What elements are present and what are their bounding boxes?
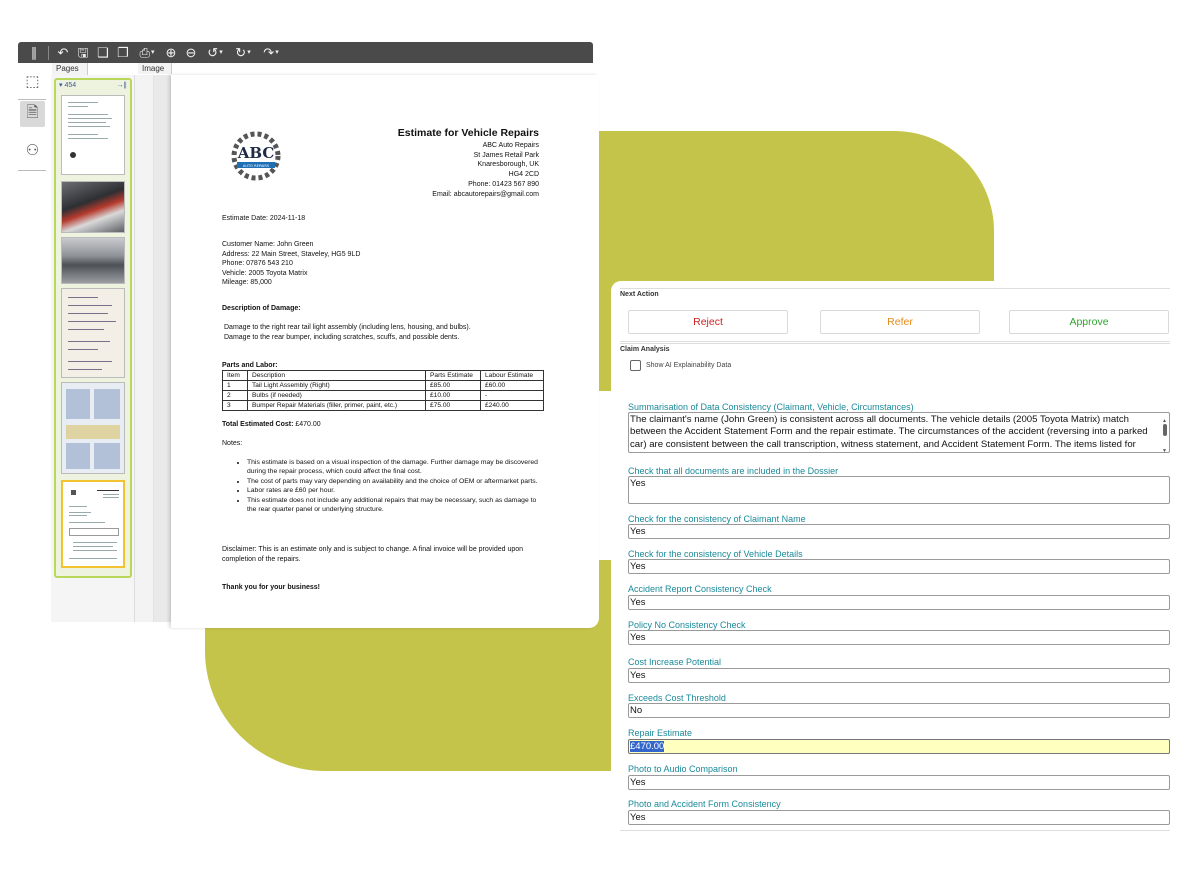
show-ai-explainability-label: Show AI Explainability Data [646, 362, 732, 369]
table-cell: - [481, 391, 544, 401]
document-title: Estimate for Vehicle Repairs [397, 127, 539, 139]
table-cell: £10.00 [426, 391, 481, 401]
zoom-in-icon[interactable]: ⊕ [165, 45, 177, 60]
company-phone: Phone: 01423 567 890 [468, 180, 539, 188]
svg-text:AUTO REPAIRS: AUTO REPAIRS [242, 164, 270, 168]
tab-image[interactable]: Image [138, 63, 172, 74]
total-estimated-cost [222, 420, 321, 430]
svg-text:ABC: ABC [237, 144, 275, 162]
total-label: Total Estimated Cost: [222, 421, 294, 428]
table-header-row [223, 371, 544, 381]
rail-divider [18, 170, 46, 171]
list-item: • This estimate does not include any additional repairs that may be necessary, such as damage to the rear quarter panel or underlying structure. [247, 496, 547, 515]
notes-heading: Notes: [222, 440, 243, 447]
pin-icon[interactable]: →∥ [116, 82, 127, 89]
table-row [223, 381, 544, 391]
policy-no-field[interactable]: Yes [628, 630, 1170, 645]
company-address-line: St James Retail Park [473, 151, 539, 159]
field-label-accident-report: Accident Report Consistency Check [628, 584, 772, 594]
accident-report-field[interactable]: Yes [628, 595, 1170, 610]
estimate-date: Estimate Date: 2024-11-18 [222, 215, 306, 222]
field-label-claimant-name: Check for the consistency of Claimant Name [628, 514, 806, 524]
viewer-tabs [52, 63, 165, 75]
section-divider [620, 341, 1170, 342]
column-header: Description [248, 371, 426, 381]
rotate-right-icon[interactable]: ↻ ▾ [235, 45, 251, 60]
field-label-cost-threshold: Exceeds Cost Threshold [628, 693, 726, 703]
thank-you-note: Thank you for your business! [222, 584, 321, 591]
parts-table [222, 370, 544, 411]
photo-accident-form-field[interactable]: Yes [628, 810, 1170, 825]
refer-button[interactable]: Refer [820, 310, 980, 334]
show-ai-explainability-checkbox[interactable] [630, 360, 641, 371]
table-cell: 1 [223, 381, 248, 391]
field-label-vehicle-details: Check for the consistency of Vehicle Details [628, 549, 803, 559]
page-thumbnail[interactable] [61, 181, 125, 233]
field-label-policy-no: Policy No Consistency Check [628, 620, 746, 630]
photo-audio-field[interactable]: Yes [628, 775, 1170, 790]
company-name: ABC Auto Repairs [482, 142, 539, 149]
field-label-repair-estimate: Repair Estimate [628, 728, 693, 738]
abc-auto-repairs-logo [228, 127, 284, 185]
tab-pages[interactable]: Pages [52, 63, 88, 75]
dossier-check-field[interactable]: Yes [628, 476, 1170, 504]
column-header: Item [223, 371, 248, 381]
export-icon[interactable]: ❐ [117, 45, 129, 60]
table-cell: 2 [223, 391, 248, 401]
page-thumbnail[interactable] [61, 382, 125, 474]
claim-analysis-panel [611, 281, 1200, 841]
damage-description [224, 323, 471, 342]
company-postcode: HG4 2CD [508, 171, 539, 179]
next-action-label: Next Action [620, 291, 659, 298]
table-cell: £85.00 [426, 381, 481, 391]
panel-splitter[interactable] [135, 75, 154, 622]
customer-details [222, 240, 360, 288]
list-item: • Labor rates are £60 per hour. [247, 486, 547, 495]
field-label-dossier-check: Check that all documents are included in the Dossier [628, 466, 839, 476]
company-city: Knaresborough, UK [477, 161, 539, 169]
scroll-down-icon[interactable]: ▼ [1162, 448, 1167, 453]
page-group-count: ▾ 454 [59, 82, 77, 89]
table-cell: 3 [223, 401, 248, 411]
disclaimer: Disclaimer: This is an estimate only and is subject to change. A final invoice will be provided upon completion of the repairs. [222, 546, 524, 563]
claim-analysis-label: Claim Analysis [620, 346, 670, 353]
field-label-photo-accident-form: Photo and Accident Form Consistency [628, 799, 781, 809]
undo-icon[interactable]: ↶ [57, 45, 69, 60]
summary-textarea[interactable] [628, 412, 1170, 453]
section-divider [620, 288, 1170, 289]
table-cell: Bulbs (if needed) [248, 391, 426, 401]
vehicle-details-field[interactable]: Yes [628, 559, 1170, 574]
list-item: • This estimate is based on a visual inspection of the damage. Further damage may be discovered during the repair process, which could affect the final cost. [247, 458, 547, 477]
table-cell: Bumper Repair Materials (filler, primer, paint, etc.) [248, 401, 426, 411]
notes-list [247, 458, 547, 514]
table-cell: £60.00 [481, 381, 544, 391]
customer-phone: Phone: 07876 543 210 [222, 260, 293, 267]
estimate-document-page [171, 75, 599, 628]
section-divider [620, 343, 1170, 344]
page-thumbnail-selected[interactable] [61, 480, 125, 568]
column-header: Parts Estimate [426, 371, 481, 381]
page-count: 454 [64, 82, 77, 89]
company-email: Email: abcautorepairs@gmail.com [432, 190, 539, 198]
table-cell: Tail Light Assembly (Right) [248, 381, 426, 391]
claimant-name-field[interactable]: Yes [628, 524, 1170, 539]
pages-panel [51, 75, 135, 622]
cost-increase-field[interactable]: Yes [628, 668, 1170, 683]
sidebar-toggle-icon[interactable]: ∥ [30, 45, 38, 60]
table-cell: £75.00 [426, 401, 481, 411]
page-thumbnail[interactable] [61, 288, 125, 378]
save-all-icon[interactable]: ❑ [97, 45, 109, 60]
field-label-cost-increase: Cost Increase Potential [628, 657, 722, 667]
table-row [223, 401, 544, 411]
section-divider [620, 830, 1170, 831]
left-rail [18, 63, 46, 203]
zoom-out-icon[interactable]: ⊖ [185, 45, 197, 60]
summary-label: Summarisation of Data Consistency (Claimant, Vehicle, Circumstances) [628, 402, 914, 412]
parts-heading: Parts and Labor: [222, 362, 278, 369]
customer-address: Address: 22 Main Street, Staveley, HG5 9LD [222, 250, 361, 258]
save-icon[interactable]: 🖫 [77, 45, 89, 60]
repair-estimate-selected-text: £470.00 [630, 741, 665, 752]
scrollbar-thumb[interactable] [1163, 424, 1167, 436]
company-address [432, 141, 539, 199]
approve-button[interactable]: Approve [1009, 310, 1169, 334]
page-group-header[interactable] [56, 80, 130, 90]
rail-divider [18, 99, 46, 100]
customer-vehicle: Vehicle: 2005 Toyota Matrix [222, 269, 308, 277]
summary-text: The claimant's name (John Green) is consistent across all documents. The vehicle details (2005 Toyota Matrix) match between the Accident Statement Form and the repair estimate. The circumstances of the accident (reversing into a parked car) are consistent between the call transcription, witness statement, and Accident Statement Form. The items listed for [630, 414, 1148, 450]
summary-scrollbar[interactable] [1162, 415, 1168, 452]
damage-heading: Description of Damage: [222, 305, 301, 312]
pdf-icon[interactable]: ⎙ ▾ [139, 45, 155, 60]
repair-estimate-field[interactable] [628, 739, 1170, 754]
rotate-left-icon[interactable]: ↺ ▾ [207, 45, 223, 60]
field-label-photo-audio: Photo to Audio Comparison [628, 764, 738, 774]
cost-threshold-field[interactable]: No [628, 703, 1170, 718]
page-thumbnail[interactable] [61, 95, 125, 175]
document-icon[interactable]: 🗎 [20, 101, 45, 127]
damage-line: Damage to the right rear tail light assembly (including lens, housing, and bulbs). [224, 324, 471, 331]
table-row [223, 391, 544, 401]
total-value: £470.00 [293, 421, 321, 428]
reject-button[interactable]: Reject [628, 310, 788, 334]
user-settings-icon[interactable]: ⚇ [25, 142, 40, 159]
viewer-toolbar [18, 42, 593, 63]
customer-name: Customer Name: John Green [222, 241, 314, 248]
damage-line: Damage to the rear bumper, including scratches, scuffs, and possible dents. [224, 333, 460, 341]
page-thumbnail-group [54, 78, 132, 578]
column-header: Labour Estimate [481, 371, 544, 381]
table-cell: £240.00 [481, 401, 544, 411]
forward-icon[interactable]: ↷ ▾ [263, 45, 279, 60]
inbox-icon[interactable]: ⬚ [25, 73, 40, 90]
list-item: • The cost of parts may vary depending on availability and the choice of OEM or aftermarket parts. [247, 477, 547, 486]
toolbar-divider [48, 46, 49, 60]
scroll-up-icon[interactable]: ▲ [1162, 418, 1167, 424]
customer-mileage: Mileage: 85,000 [222, 279, 272, 286]
page-thumbnail[interactable] [61, 237, 125, 284]
